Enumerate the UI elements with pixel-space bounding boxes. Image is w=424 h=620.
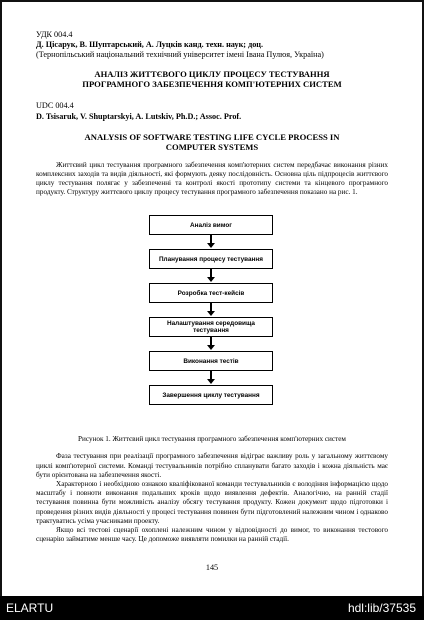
flow-arrow-icon xyxy=(210,269,212,278)
intro-paragraph: Життєвий цикл тестування програмного забезпечення комп'ютерних систем передбачає виконання різних комплексних заходів та видів діяльності, які формують деяку послідовність. Основна ціль підпроцесів життєвого циклу тестування полягає у забезпеченні та контролі якості прототипу системи та кінцевого програмного продукту. Структуру життєвого циклу процесу тестування програмного забезпечення показано на рис. 1. xyxy=(36,160,388,197)
affiliation-ua: (Тернопільський національний технічний університет імені Івана Пулюя, Україна) xyxy=(36,50,324,60)
flow-step-test-execution: Виконання тестів xyxy=(149,351,273,371)
body-paragraph: Характерною і необхідною ознакою кваліфікованої команди тестувальників є володіння інформацією щодо масштабу і повноти виконання подальших кроків щодо виявлення дефектів. Аналогічно, на ранній стадії тестування повинна бути можливість аналізу обсягу тестування продукту. Кожен документ щодо підготовки і проведення різних видів діяльності у процесі тестування повинен бути підготовлений належним чином і однаково трактуватись усіма учасниками проекту. xyxy=(36,480,388,525)
flow-step-test-closure: Завершення циклу тестування xyxy=(149,385,273,405)
footer-handle: hdl:lib/37535 xyxy=(347,601,416,615)
flow-arrow-icon xyxy=(210,337,212,346)
repository-footer xyxy=(0,596,424,620)
flow-step-test-case-development: Розробка тест-кейсів xyxy=(149,283,273,303)
flow-arrow-icon xyxy=(210,235,212,244)
page-number: 145 xyxy=(205,563,219,572)
paper-page xyxy=(36,30,388,544)
title-ua-line2: ПРОГРАМНОГО ЗАБЕЗПЕЧЕННЯ КОМП'ЮТЕРНИХ СИСТЕМ xyxy=(82,79,342,90)
flow-arrow-icon xyxy=(210,303,212,312)
flowchart xyxy=(36,209,388,429)
footer-repository-name: ELARTU xyxy=(6,601,54,615)
udc-en: UDC 004.4 xyxy=(36,101,74,111)
figure-caption: Рисунок 1. Життєвий цикл тестування програмного забезпечення комп'ютерних систем xyxy=(78,435,346,444)
title-en-line2: COMPUTER SYSTEMS xyxy=(165,142,259,153)
title-en-line1: ANALYSIS OF SOFTWARE TESTING LIFE CYCLE PROCESS IN xyxy=(84,131,340,142)
authors-ua: Д. Цісарук, В. Шуптарський, А. Луцків канд. техн. наук; доц. xyxy=(36,40,264,50)
title-ua xyxy=(36,69,388,90)
flow-step-environment-setup: Налаштування середовища тестування xyxy=(149,317,273,337)
title-ua-line1: АНАЛІЗ ЖИТТЄВОГО ЦИКЛУ ПРОЦЕСУ ТЕСТУВАННЯ xyxy=(94,68,330,79)
udc-ua: УДК 004.4 xyxy=(36,30,73,39)
body-paragraph: Фаза тестування при реалізації програмного забезпечення відіграє важливу роль у загальному життєвому циклі комп'ютерної системи. Команді тестувальників потрібно спланувати багато заходів і кожна діяльність має бути орієнтована на забезпечення якості. xyxy=(36,452,388,479)
body-paragraph: Якщо всі тестові сценарії охоплені належним чином у відповідності до вимог, то виконання тестового сценарію займатиме менше часу. Це допоможе виявляти помилки на ранній стадії. xyxy=(36,526,388,544)
flow-arrow-icon xyxy=(210,371,212,380)
title-en xyxy=(36,132,388,153)
authors-en: D. Tsisaruk, V. Shuptarskyi, A. Lutskiv, Ph.D.; Assoc. Prof. xyxy=(36,111,242,121)
flow-step-requirements-analysis: Аналіз вимог xyxy=(149,215,273,235)
flow-step-test-planning: Планування процесу тестування xyxy=(149,249,273,269)
